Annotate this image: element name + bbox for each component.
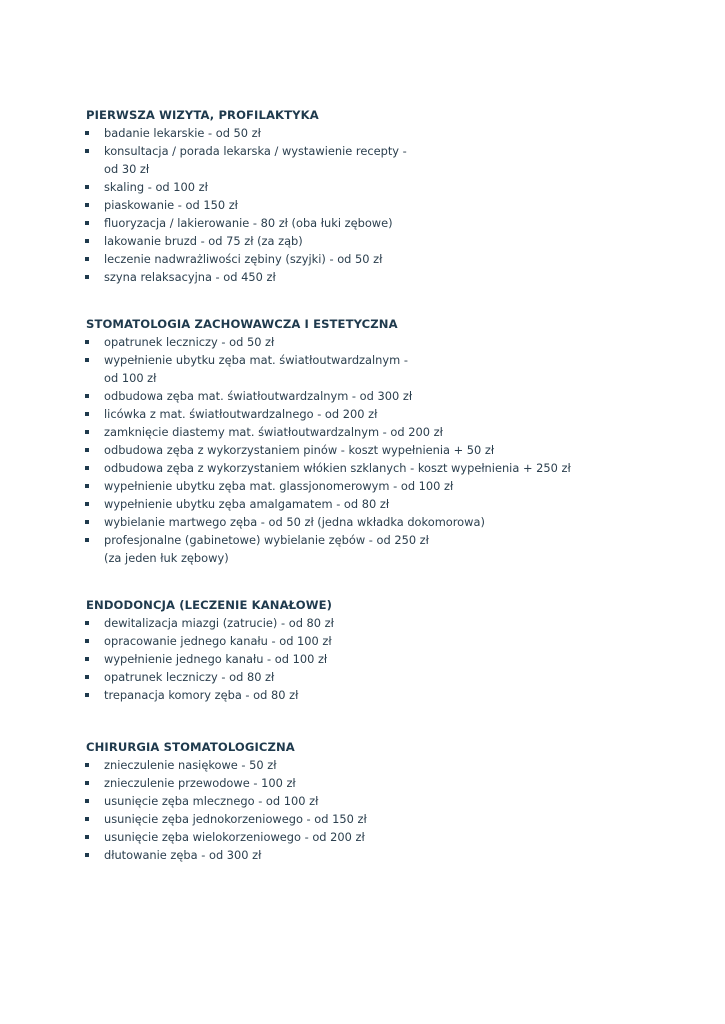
square-bullet-icon (85, 484, 89, 488)
list-item-text: znieczulenie nasiękowe - 50 zł (104, 758, 277, 772)
square-bullet-icon (85, 239, 89, 243)
list-item-text: profesjonalne (gabinetowe) wybielanie zębów - od 250 zł (104, 533, 429, 547)
square-bullet-icon (85, 817, 89, 821)
section-chirurgia (86, 738, 706, 864)
list-item (86, 232, 706, 250)
section-pierwsza-wizyta (86, 106, 706, 286)
list-item (86, 214, 706, 232)
square-bullet-icon (85, 275, 89, 279)
list-item-text: lakowanie bruzd - od 75 zł (za ząb) (104, 234, 303, 248)
square-bullet-icon (85, 781, 89, 785)
square-bullet-icon (85, 799, 89, 803)
section-title: PIERWSZA WIZYTA, PROFILAKTYKA (86, 108, 319, 122)
list-item (86, 632, 706, 650)
square-bullet-icon (85, 394, 89, 398)
list-item (86, 250, 706, 268)
list-item-text: usunięcie zęba wielokorzeniowego - od 200 zł (104, 830, 365, 844)
service-list (86, 124, 706, 286)
list-item (86, 405, 706, 423)
list-item (86, 668, 706, 686)
square-bullet-icon (85, 538, 89, 542)
list-item (86, 686, 706, 704)
list-item (86, 810, 706, 828)
list-item (86, 178, 706, 196)
list-item (86, 459, 706, 477)
list-item-text: od 30 zł (104, 162, 150, 176)
list-item (86, 124, 706, 142)
list-item (86, 650, 706, 668)
list-item (86, 774, 706, 792)
service-list (86, 756, 706, 864)
list-item (86, 268, 706, 286)
list-item-text: odbudowa zęba z wykorzystaniem włókien szklanych - koszt wypełnienia + 250 zł (104, 461, 571, 475)
service-list (86, 333, 706, 567)
list-item (86, 387, 706, 405)
section-title: CHIRURGIA STOMATOLOGICZNA (86, 740, 295, 754)
section-title: ENDODONCJA (LECZENIE KANAŁOWE) (86, 598, 333, 612)
list-item-text: od 100 zł (104, 371, 157, 385)
list-item (86, 333, 706, 351)
square-bullet-icon (85, 185, 89, 189)
square-bullet-icon (85, 203, 89, 207)
square-bullet-icon (85, 621, 89, 625)
square-bullet-icon (85, 502, 89, 506)
list-item (86, 792, 706, 810)
section-endodoncja (86, 596, 706, 704)
square-bullet-icon (85, 657, 89, 661)
list-item-text: zamknięcie diastemy mat. światłoutwardzalnym - od 200 zł (104, 425, 443, 439)
list-item-text: badanie lekarskie - od 50 zł (104, 126, 261, 140)
list-item (86, 477, 706, 495)
list-item-text: trepanacja komory zęba - od 80 zł (104, 688, 299, 702)
list-item-text: opatrunek leczniczy - od 80 zł (104, 670, 275, 684)
section-title: STOMATOLOGIA ZACHOWAWCZA I ESTETYCZNA (86, 317, 398, 331)
square-bullet-icon (85, 358, 89, 362)
list-item-text: odbudowa zęba z wykorzystaniem pinów - koszt wypełnienia + 50 zł (104, 443, 495, 457)
list-item (86, 531, 706, 567)
list-item-text: (za jeden łuk zębowy) (104, 551, 229, 565)
square-bullet-icon (85, 466, 89, 470)
square-bullet-icon (85, 675, 89, 679)
square-bullet-icon (85, 835, 89, 839)
list-item-text: wypełnienie ubytku zęba mat. glassjonomerowym - od 100 zł (104, 479, 454, 493)
list-item-text: szyna relaksacyjna - od 450 zł (104, 270, 276, 284)
list-item-text: wybielanie martwego zęba - od 50 zł (jedna wkładka dokomorowa) (104, 515, 485, 529)
list-item-text: usunięcie zęba mlecznego - od 100 zł (104, 794, 319, 808)
list-item-text: usunięcie zęba jednokorzeniowego - od 150 zł (104, 812, 367, 826)
square-bullet-icon (85, 448, 89, 452)
square-bullet-icon (85, 257, 89, 261)
list-item-text: skaling - od 100 zł (104, 180, 208, 194)
list-item-text: wypełnienie ubytku zęba amalgamatem - od 80 zł (104, 497, 390, 511)
list-item-text: opatrunek leczniczy - od 50 zł (104, 335, 275, 349)
list-item-text: odbudowa zęba mat. światłoutwardzalnym - od 300 zł (104, 389, 413, 403)
list-item-text: piaskowanie - od 150 zł (104, 198, 238, 212)
list-item-text: opracowanie jednego kanału - od 100 zł (104, 634, 332, 648)
list-item-text: konsultacja / porada lekarska / wystawienie recepty - (104, 144, 407, 158)
square-bullet-icon (85, 149, 89, 153)
list-item-text: fluoryzacja / lakierowanie - 80 zł (oba łuki zębowe) (104, 216, 393, 230)
list-item (86, 846, 706, 864)
list-item-text: leczenie nadwrażliwości zębiny (szyjki) - od 50 zł (104, 252, 383, 266)
square-bullet-icon (85, 520, 89, 524)
service-list (86, 614, 706, 704)
square-bullet-icon (85, 131, 89, 135)
list-item-text: wypełnienie jednego kanału - od 100 zł (104, 652, 328, 666)
list-item (86, 756, 706, 774)
list-item-text: dewitalizacja miazgi (zatrucie) - od 80 zł (104, 616, 334, 630)
square-bullet-icon (85, 693, 89, 697)
list-item (86, 513, 706, 531)
square-bullet-icon (85, 412, 89, 416)
square-bullet-icon (85, 221, 89, 225)
list-item (86, 614, 706, 632)
square-bullet-icon (85, 853, 89, 857)
list-item (86, 495, 706, 513)
square-bullet-icon (85, 639, 89, 643)
list-item-text: dłutowanie zęba - od 300 zł (104, 848, 262, 862)
list-item (86, 142, 706, 178)
list-item (86, 828, 706, 846)
list-item (86, 351, 706, 387)
section-stomatologia-zachowawcza (86, 315, 706, 567)
list-item-text: znieczulenie przewodowe - 100 zł (104, 776, 296, 790)
list-item (86, 196, 706, 214)
list-item (86, 423, 706, 441)
list-item-text: wypełnienie ubytku zęba mat. światłoutwardzalnym - (104, 353, 408, 367)
square-bullet-icon (85, 763, 89, 767)
list-item-text: licówka z mat. światłoutwardzalnego - od 200 zł (104, 407, 378, 421)
list-item (86, 441, 706, 459)
square-bullet-icon (85, 430, 89, 434)
square-bullet-icon (85, 340, 89, 344)
